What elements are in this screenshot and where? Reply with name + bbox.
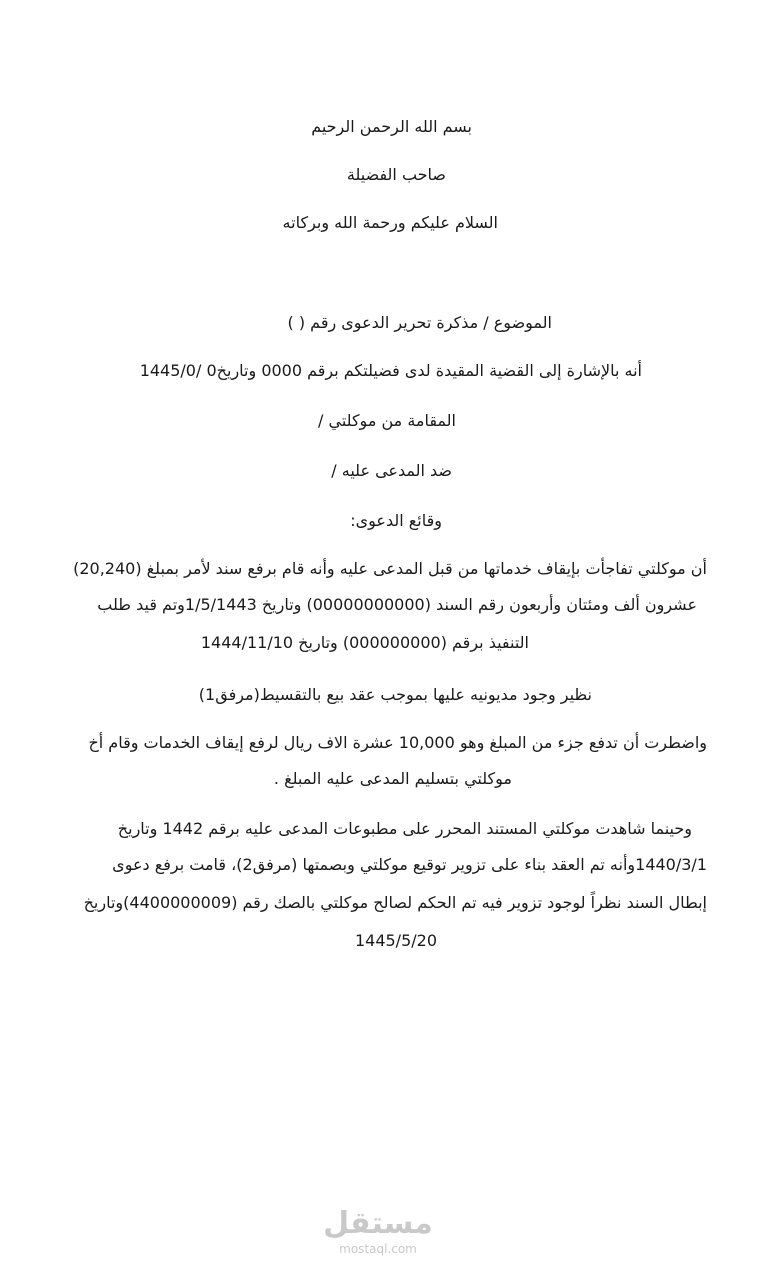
facts-para3-line2: موكلتي بتسليم المدعى عليه المبلغ . xyxy=(273,769,512,788)
case-reference: أنه بالإشارة إلى القضية المقيدة لدى فضيلتكم برقم 0000 وتاريخ0 /1445/0 xyxy=(139,361,642,380)
subject-line: الموضوع / مذكرة تحرير الدعوى رقم ( ) xyxy=(287,313,552,332)
watermark-latin: mostaql.com xyxy=(339,1242,417,1256)
facts-para4-line3: إبطال السند نظراً لوجود تزوير فيه تم الحكم لصالح موكلتي بالصك رقم (4400000009)وتاريخ xyxy=(83,893,707,912)
plaintiff-line: المقامة من موكلتي / xyxy=(318,411,456,430)
facts-heading: وقائع الدعوى: xyxy=(350,511,442,530)
basmala: بسم الله الرحمن الرحيم xyxy=(311,117,472,136)
mostaql-watermark xyxy=(318,1208,438,1256)
facts-para4-line1: وحينما شاهدت موكلتي المستند المحرر على مطبوعات المدعى عليه برقم 1442 وتاريخ xyxy=(117,819,692,838)
facts-para1-line3: التنفيذ برقم (000000000) وتاريخ 1444/11/10 xyxy=(200,633,529,652)
facts-para1-line1: أن موكلتي تفاجأت بإيقاف خدماتها من قبل المدعى عليه وأنه قام برفع سند لأمر بمبلغ (20,240) xyxy=(73,559,707,578)
addressee: صاحب الفضيلة xyxy=(346,165,446,184)
greeting: السلام عليكم ورحمة الله وبركاته xyxy=(282,213,498,232)
facts-para1-line2: عشرون ألف ومئتان وأربعون رقم السند (00000000000) وتاريخ 1/5/1443وتم قيد طلب xyxy=(97,595,697,614)
watermark-arabic: مستقل xyxy=(323,1206,433,1241)
facts-para3-line1: واضطرت أن تدفع جزء من المبلغ وهو 10,000 عشرة الاف ريال لرفع إيقاف الخدمات وقام أخ xyxy=(88,733,707,752)
facts-para2: نظير وجود مديونيه عليها بموجب عقد بيع بالتقسيط(مرفق1) xyxy=(198,685,592,704)
facts-para4-line4: 1445/5/20 xyxy=(354,931,437,950)
defendant-line: ضد المدعى عليه / xyxy=(331,461,452,480)
facts-para4-line2: 1440/3/1وأنه تم العقد بناء على تزوير توقيع موكلتي وبصمتها (مرفق2)، قامت برفع دعوى xyxy=(112,855,707,874)
